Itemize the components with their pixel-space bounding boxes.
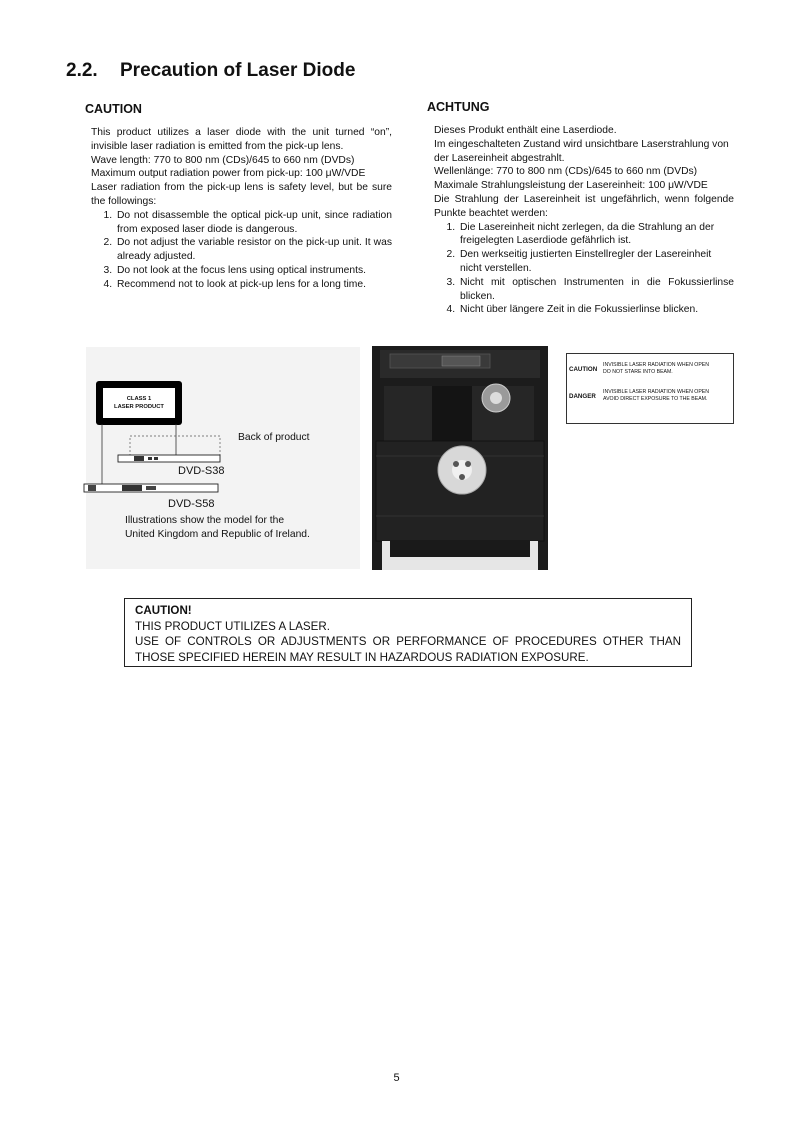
dvd-mechanism-photo	[372, 346, 548, 570]
model-dvd-s58: DVD-S58	[168, 498, 215, 510]
warning-danger-row	[569, 387, 729, 407]
english-intro-3: Maximum output radiation power from pick-up: 100 μW/VDE	[91, 168, 366, 180]
section-heading	[66, 60, 355, 82]
german-intro-5: Die Strahlung der Lasereinheit ist ungefährlich, wenn folgende Punkte beachtet werden:	[434, 193, 734, 219]
warning-danger-text	[603, 389, 709, 402]
warning-caution-text	[603, 362, 709, 375]
illustration-note-line1: Illustrations show the model for the	[125, 515, 285, 526]
warning-caution-line2: DO NOT STARE INTO BEAM.	[603, 368, 673, 375]
model-dvd-s38: DVD-S38	[178, 465, 225, 477]
german-intro-1: Dieses Produkt enthält eine Laserdiode.	[434, 125, 617, 136]
list-item: 2. Den werkseitig justierten Einstellregler der Lasereinheit nicht verstellen.	[458, 248, 734, 276]
caution-box-line1: THIS PRODUCT UTILIZES A LASER.	[135, 619, 330, 633]
list-item: 1. Do not disassemble the optical pick-up unit, since radiation from exposed laser diode is dangerous.	[115, 209, 392, 237]
english-list	[91, 209, 392, 292]
german-intro-4: Maximale Strahlungsleistung der Lasereinheit: 100 μW/VDE	[434, 180, 708, 192]
english-intro-1: This product utilizes a laser diode with the unit turned “on”, invisible laser radiation is emitted from the pick-up lens.	[91, 127, 392, 152]
warning-danger-title: DANGER	[569, 393, 596, 400]
list-item: 4. Recommend not to look at pick-up lens for a long time.	[115, 278, 392, 292]
product-back-drawing	[82, 420, 242, 498]
label-line2: LASER PRODUCT	[114, 404, 164, 410]
german-column	[434, 124, 734, 317]
laser-warning-label	[566, 353, 734, 424]
caution-box-title: CAUTION!	[135, 604, 192, 617]
english-column	[91, 126, 392, 292]
list-item: 3. Nicht mit optischen Instrumenten in die Fokussierlinse blicken.	[458, 276, 734, 304]
warning-danger-line2: AVOID DIRECT EXPOSURE TO THE BEAM.	[603, 395, 708, 402]
caution-box	[124, 598, 692, 667]
english-intro-4: Laser radiation from the pick-up lens is safety level, but be sure the followings:	[91, 182, 392, 207]
label-line1: CLASS 1	[126, 396, 152, 402]
list-item: 2. Do not adjust the variable resistor on the pick-up unit. It was already adjusted.	[115, 236, 392, 264]
list-item: 4. Nicht über längere Zeit in die Fokussierlinse blicken.	[458, 303, 734, 317]
english-intro-2: Wave length: 770 to 800 nm (CDs)/645 to 660 nm (DVDs)	[91, 154, 355, 166]
german-list	[434, 221, 734, 318]
german-caution-title: ACHTUNG	[427, 100, 490, 114]
class1-laser-label	[96, 381, 182, 425]
illustration-note	[125, 514, 310, 541]
list-item: 3. Do not look at the focus lens using optical instruments.	[115, 264, 392, 278]
warning-caution-line1: INVISIBLE LASER RADIATION WHEN OPEN	[603, 362, 709, 368]
warning-caution-title: CAUTION	[569, 366, 598, 373]
back-of-product-caption: Back of product	[238, 432, 310, 443]
page-number: 5	[393, 1072, 400, 1084]
section-title: Precaution of Laser Diode	[120, 60, 356, 81]
warning-caution-row	[569, 360, 729, 380]
german-intro-2: Im eingeschalteten Zustand wird unsichtbare Laserstrahlung von der Lasereinheit abgestrahlt.	[434, 138, 729, 164]
english-caution-title: CAUTION	[85, 102, 142, 116]
caution-box-line2: USE OF CONTROLS OR ADJUSTMENTS OR PERFORMANCE OF PROCEDURES OTHER THAN THOSE SPECIFIED HEREIN MAY RESULT IN HAZARDOUS RADIATION EXPOSURE.	[135, 635, 681, 664]
german-intro-3: Wellenlänge: 770 to 800 nm (CDs)/645 to 660 nm (DVDs)	[434, 166, 698, 178]
illustration-note-line2: United Kingdom and Republic of Ireland.	[125, 528, 310, 540]
list-item: 1. Die Lasereinheit nicht zerlegen, da die Strahlung an der freigelegten Laserdiode gefährlich ist.	[458, 221, 734, 249]
warning-danger-line1: INVISIBLE LASER RADIATION WHEN OPEN	[603, 389, 709, 395]
class1-label-text	[103, 388, 175, 418]
section-number: 2.2.	[66, 60, 98, 81]
